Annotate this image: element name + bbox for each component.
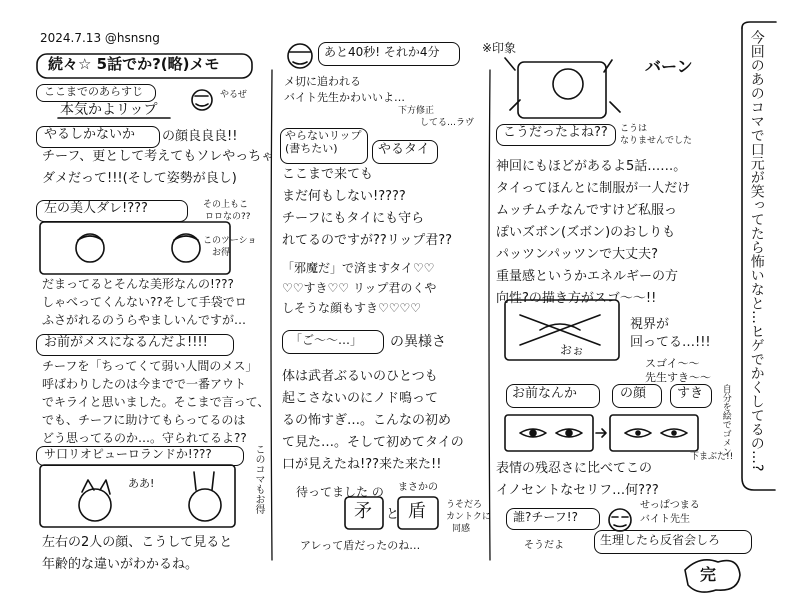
- seiri-text: 生理したら反省会しろ: [600, 533, 721, 547]
- jibun-note: 自分を絵でゴメン: [720, 384, 731, 456]
- ii-box-text: 「ご〜〜…」: [290, 333, 363, 347]
- mesu-line: チーフを「ちってくて弱い人間のメス」: [42, 359, 258, 373]
- recap-text: 本気かよリップ: [60, 102, 158, 118]
- date-user-text: 2024.7.13 @hsnsng: [40, 31, 160, 45]
- beauty-text: 左の美人ダレ!???: [44, 201, 148, 216]
- bottom-line: 年齢的な違いがわかるね。: [42, 557, 199, 572]
- shita-text: 下まぶた!!: [690, 452, 734, 462]
- are-text: アレって盾だったのね…: [300, 539, 421, 552]
- hoko-text: 矛: [354, 501, 372, 522]
- karada-line: 口が見えたね!??来た来た!!: [282, 457, 442, 472]
- dama-line: だまってるとそんな美形なんの!???: [42, 277, 234, 291]
- aan-text: ああ!: [128, 477, 155, 490]
- koko-line: まだ何もしない!????: [282, 189, 406, 204]
- vertical-note: このコマもお得: [253, 444, 264, 514]
- mefu-line: メ切に追われる: [284, 75, 361, 88]
- face-good-text: の顔良良良!!: [162, 129, 238, 144]
- shikai-line: 視界が: [630, 317, 670, 332]
- right-vertical-text: 今回のあのコマで口元が笑ってたら怖いなと…ヒゲでかくしてるの…?: [748, 30, 765, 472]
- kan-text: 完: [700, 565, 717, 584]
- masaka-text: まさかの: [398, 482, 438, 493]
- panel-frame: [40, 222, 230, 274]
- side-note: ロロなの??: [205, 212, 251, 222]
- hyou-line: 表情の残忍さに比べてこの: [496, 461, 653, 476]
- to-text: と: [386, 507, 400, 522]
- dare-text: 誰?チーフ!?: [513, 510, 578, 524]
- mefu-line: バイト先生かわいいよ…: [284, 91, 405, 104]
- inshou-text: ※印象: [482, 41, 517, 55]
- uso-note: カントクに: [446, 512, 491, 522]
- semete-note: バイト先生: [640, 514, 690, 525]
- countdown-text: あと40秒! それか4分: [324, 45, 440, 59]
- sketch-face: [192, 90, 212, 110]
- omae-text: お前なんか: [512, 386, 578, 401]
- side-note: お得: [212, 248, 231, 258]
- baa-text: バーン: [645, 57, 693, 76]
- karada-line: 起こさないのにノド鳴って: [282, 391, 439, 406]
- matte-text: 待ってました の: [296, 485, 384, 499]
- recap-label: ここまでのあらすじ: [44, 85, 143, 98]
- kami-line: ぽいズボン(ズボン)のおしりも: [496, 225, 676, 240]
- shikai-line: 回ってる…!!!: [630, 335, 711, 350]
- kou-text: こうだったよね??: [503, 125, 608, 140]
- sugoi-text: 先生すき〜〜: [645, 371, 711, 384]
- kami-line: ムッチムチなんですけど私服っ: [496, 203, 677, 218]
- karada-line: 体は武者ぶるいのひとつも: [282, 369, 438, 384]
- koko-line: ここまで来ても: [282, 167, 374, 182]
- mesu-text: お前がメスになるんだよ!!!!: [44, 335, 208, 350]
- kami-line: パッツンパッツンで大丈夫?: [496, 247, 658, 262]
- kami-line: 向性?の描き方がスゴ〜〜!!: [496, 291, 657, 306]
- yaranai-text: やらないリップ (書ちたい): [285, 129, 362, 155]
- kao-text: の顔: [620, 386, 647, 401]
- ooo-text: おぉ: [560, 343, 585, 357]
- yaruze-text: やるぜ: [220, 90, 247, 100]
- mesu-line: 呼ばわりしたのは今までで一番アウト: [42, 377, 247, 391]
- uso-note: うそだろ: [446, 500, 483, 510]
- mesu-line: どう思ってるのか…。守られてるよ??: [42, 431, 247, 445]
- jama-line: しそうな顔もすき♡♡♡♡: [282, 301, 422, 315]
- semete-note: せっぱつまる: [640, 500, 700, 511]
- eyes-panel-right: [610, 415, 698, 451]
- souda-text: そうだよ: [524, 540, 564, 551]
- page-title: 続々☆ 5話でか?(略)メモ: [48, 55, 220, 73]
- suki-text: すき: [677, 386, 704, 401]
- koko-line: チーフにもタイにも守ら: [282, 211, 425, 226]
- shita-note: 下方修正: [398, 106, 435, 116]
- hyou-line: イノセントなセリフ…何???: [496, 483, 659, 498]
- sugoi-text: スゴイ〜〜: [645, 357, 700, 370]
- karada-line: て見た…。そして初めてタイの: [282, 435, 464, 450]
- kami-line: 神回にもほどがあるよ5話……。: [496, 159, 687, 174]
- uso-note: 同感: [452, 524, 471, 534]
- dama-line: しゃべってくんない??そして手袋でロ: [42, 295, 247, 309]
- karada-line: るの怖すぎ…。こんなの初め: [282, 413, 452, 428]
- dama-line: ふさがれるのうらやましいんですが…: [42, 313, 247, 327]
- kou-note: こうは: [620, 124, 648, 134]
- kou-note: なりませんでした: [620, 136, 693, 146]
- mesu-line: でも、チーフに助けてもらってるのは: [42, 413, 246, 427]
- sanrio-text: サ口リオピューロランドか!???: [44, 447, 212, 461]
- kami-line: タイってほんとに制服が一人だけ: [496, 181, 691, 196]
- divider-line: [271, 70, 272, 560]
- shita-note: してる…ラヴ: [420, 118, 475, 128]
- ii-text: の異様さ: [390, 334, 446, 350]
- side-note: このツーショ: [203, 236, 257, 246]
- chief-line: ダメだって!!!(そして姿勢が良し): [42, 171, 237, 186]
- mesu-line: でキライと思いました。そこまで言って、: [42, 395, 270, 409]
- tate-text: 盾: [408, 501, 426, 522]
- jama-line: ♡♡すき♡♡ リップ君のくや: [282, 281, 437, 295]
- chief-line: チーフ、更として考えてもソレやっちゃ: [42, 149, 275, 164]
- koko-line: れてるのですが??リップ君??: [282, 233, 453, 248]
- eyes-panel-left: [505, 415, 593, 451]
- yarutai-text: やるタイ: [378, 142, 430, 157]
- bottom-line: 左右の2人の顔、こうして見ると: [42, 535, 233, 550]
- side-note: その上もこ: [203, 200, 249, 210]
- jama-line: 「邪魔だ」で済ますタイ♡♡: [282, 261, 435, 275]
- yaru-text: やるしかないか: [44, 127, 136, 142]
- kami-line: 重量感というかエネルギーの方: [496, 269, 679, 284]
